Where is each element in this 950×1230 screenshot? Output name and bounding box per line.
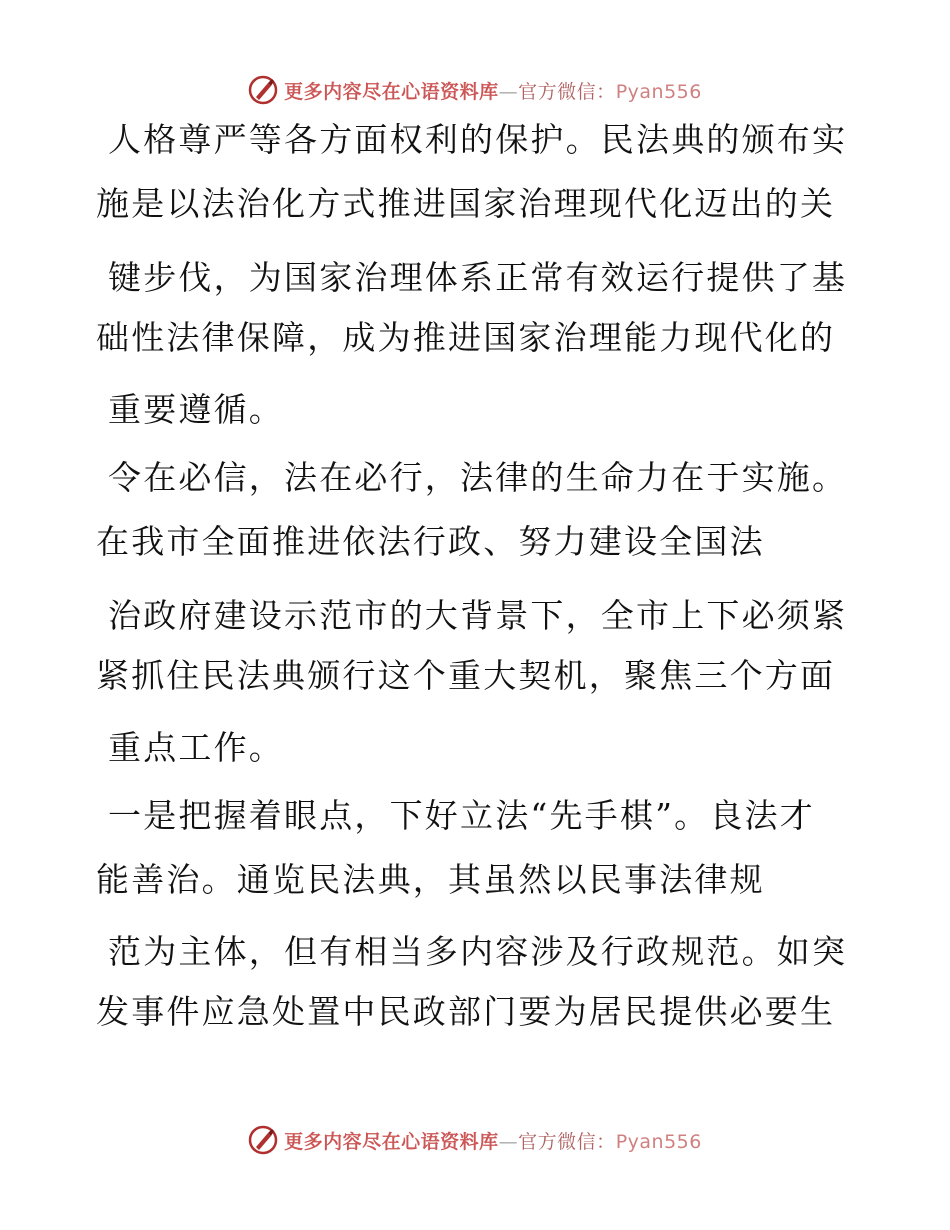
header-banner (0, 70, 950, 110)
body-line-2: 施是以法治化方式推进国家治理现代化迈出的关 (96, 184, 836, 223)
footer-text (284, 1127, 702, 1154)
body-line-10: 重点工作。 (108, 728, 284, 767)
pen-seal-logo-icon (248, 75, 278, 105)
body-line-5: 重要遵循。 (108, 390, 284, 429)
body-line-6: 令在必信，法在必行，法律的生命力在于实施。 (108, 458, 848, 497)
body-line-13: 范为主体，但有相当多内容涉及行政规范。如突 (108, 932, 848, 971)
header-label: 官方微信： (518, 80, 616, 103)
footer-site-text: 更多内容尽在心语资料库 (284, 1130, 499, 1153)
body-line-7: 在我市全面推进依法行政、努力建设全国法 (96, 522, 765, 561)
body-line-3: 键步伐，为国家治理体系正常有效运行提供了基 (108, 258, 848, 297)
body-line-9: 紧抓住民法典颁行这个重大契机，聚焦三个方面 (96, 656, 836, 695)
body-line-8: 治政府建设示范市的大背景下，全市上下必须紧 (108, 596, 848, 635)
body-line-12: 能善治。通览民法典，其虽然以民事法律规 (96, 860, 765, 899)
header-dash: — (498, 80, 519, 103)
header-wechat-id: Pyan556 (615, 80, 702, 103)
footer-dash: — (498, 1130, 519, 1153)
body-line-11: 一是把握着眼点，下好立法“先手棋”。良法才 (108, 796, 815, 835)
header-text (284, 77, 702, 104)
footer-wechat-id: Pyan556 (615, 1130, 702, 1153)
footer-banner (0, 1120, 950, 1160)
pen-seal-logo-icon (248, 1125, 278, 1155)
footer-label: 官方微信： (518, 1130, 616, 1153)
body-line-4: 础性法律保障，成为推进国家治理能力现代化的 (96, 318, 836, 357)
body-line-1: 人格尊严等各方面权利的保护。民法典的颁布实 (108, 120, 848, 159)
body-line-14: 发事件应急处置中民政部门要为居民提供必要生 (96, 992, 836, 1031)
header-site-text: 更多内容尽在心语资料库 (284, 80, 499, 103)
